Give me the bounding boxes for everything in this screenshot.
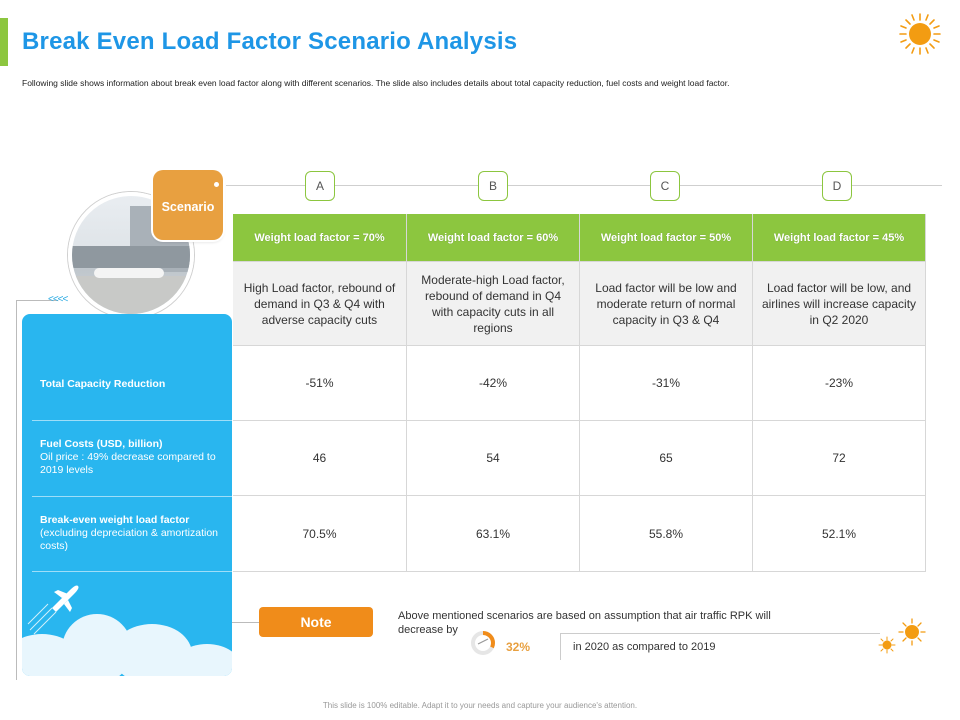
- row-label-breakeven: [40, 514, 230, 553]
- capacity-cell-c: -31%: [580, 346, 753, 421]
- row-label-fuel: [40, 438, 230, 477]
- sun-icon: [898, 618, 926, 646]
- scenario-letter-b: B: [478, 171, 508, 201]
- scenario-tag: [153, 170, 223, 240]
- percent-value: 32%: [506, 640, 531, 654]
- page-subtitle: Following slide shows information about break even load factor along with different scenarios. The slide also includes details about total capacity reduction, fuel costs and weight load factor.: [22, 78, 730, 88]
- row-label-fuel-title: Fuel Costs (USD, billion): [40, 438, 163, 450]
- row-divider: [32, 496, 232, 497]
- percent-suffix: in 2020 as compared to 2019: [573, 641, 716, 653]
- row-label-breakeven-title: Break-even weight load factor: [40, 514, 190, 526]
- capacity-cell-b: -42%: [407, 346, 580, 421]
- header-cell-b: Weight load factor = 60%: [407, 214, 580, 262]
- scenario-letter-c: C: [650, 171, 680, 201]
- note-text: Above mentioned scenarios are based on assumption that air traffic RPK will decrease by: [398, 610, 771, 636]
- description-cell-c: Load factor will be low and moderate return of normal capacity in Q3 & Q4: [580, 262, 753, 346]
- header-cell-a: Weight load factor = 70%: [233, 214, 407, 262]
- row-label-breakeven-sub: (excluding depreciation & amortization costs): [40, 527, 219, 552]
- header-cell-c: Weight load factor = 50%: [580, 214, 753, 262]
- breakeven-cell-d: 52.1%: [753, 496, 926, 572]
- page-title: Break Even Load Factor Scenario Analysis: [22, 28, 518, 55]
- scenario-table: [233, 214, 926, 572]
- row-label-capacity-title: Total Capacity Reduction: [40, 378, 166, 390]
- fuel-cell-d: 72: [753, 421, 926, 496]
- capacity-cell-d: -23%: [753, 346, 926, 421]
- row-divider: [32, 420, 232, 421]
- row-label-capacity: [40, 378, 230, 391]
- row-labels-panel: [22, 314, 232, 676]
- row-label-fuel-sub: Oil price : 49% decrease compared to 2019 levels: [40, 451, 216, 476]
- fuel-cell-b: 54: [407, 421, 580, 496]
- header-cell-d: Weight load factor = 45%: [753, 214, 926, 262]
- sun-icon-small: [878, 636, 896, 654]
- description-cell-d: Load factor will be low, and airlines will increase capacity in Q2 2020: [753, 262, 926, 346]
- breakeven-cell-a: 70.5%: [233, 496, 407, 572]
- title-accent-bar: [0, 18, 8, 66]
- left-vertical-line: [16, 300, 17, 680]
- percent-divider: [560, 633, 561, 660]
- breakeven-cell-b: 63.1%: [407, 496, 580, 572]
- scenario-letter-a: A: [305, 171, 335, 201]
- sun-icon: [898, 12, 942, 56]
- fuel-cell-a: 46: [233, 421, 407, 496]
- scenario-label: Scenario: [161, 200, 215, 214]
- fuel-cell-c: 65: [580, 421, 753, 496]
- breakeven-cell-c: 55.8%: [580, 496, 753, 572]
- note-connector-line: [232, 622, 259, 623]
- description-cell-a: High Load factor, rebound of demand in Q3 & Q4 with adverse capacity cuts: [233, 262, 407, 346]
- row-divider: [32, 571, 232, 572]
- footer-note: This slide is 100% editable. Adapt it to your needs and capture your audience's attention.: [322, 701, 638, 710]
- capacity-cell-a: -51%: [233, 346, 407, 421]
- percent-gauge-icon: [470, 630, 496, 656]
- note-badge: Note: [259, 607, 373, 637]
- description-cell-b: Moderate-high Load factor, rebound of demand in Q4 with capacity cuts in all regions: [407, 262, 580, 346]
- chevrons-icon: <<<<: [48, 294, 68, 305]
- scenario-letter-d: D: [822, 171, 852, 201]
- percent-connector-line: [560, 633, 880, 634]
